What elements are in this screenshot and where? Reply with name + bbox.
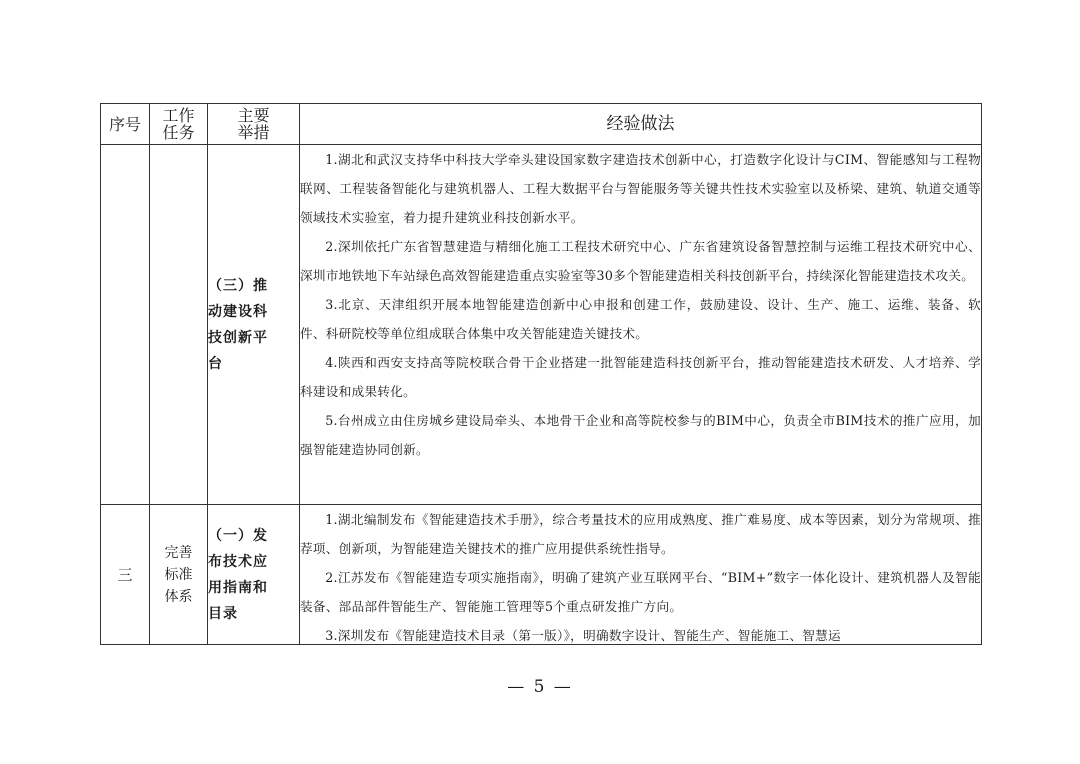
experience-item: 4.陕西和西安支持高等院校联合骨干企业搭建一批智能建造科技创新平台，推动智能建造技术研发、人才培养、学科建设和成果转化。 xyxy=(300,355,981,399)
row-seq xyxy=(101,145,150,505)
header-seq: 序号 xyxy=(101,104,150,145)
page-number: — 5 — xyxy=(507,677,573,697)
measure-line: 目录 xyxy=(208,605,238,622)
header-measure-line-1: 主要 xyxy=(237,106,270,125)
row-measure xyxy=(208,145,300,505)
header-task-line-2: 任务 xyxy=(162,123,195,142)
experience-item: 3.深圳发布《智能建造技术目录（第一版）》，明确数字设计、智能生产、智能施工、智慧运 xyxy=(325,628,841,643)
experience-item: 3.北京、天津组织开展本地智能建造创新中心申报和创建工作，鼓励建设、设计、生产、施工、运维、装备、软件、科研院校等单位组成联合体集中攻关智能建造关键技术。 xyxy=(300,297,981,341)
experience-item: 2.深圳依托广东省智慧建造与精细化施工工程技术研究中心、广东省建筑设备智慧控制与运维工程技术研究中心、深圳市地铁地下车站绿色高效智能建造重点实验室等30多个智能建造相关科技创新平台，持续深化智能建造技术攻关。 xyxy=(300,239,981,283)
table-header-row xyxy=(101,104,982,145)
task-line: 完善 xyxy=(164,544,193,561)
practice-table xyxy=(100,103,982,645)
header-experience: 经验做法 xyxy=(300,104,982,145)
measure-line: 台 xyxy=(208,355,223,372)
experience-item: 5.台州成立由住房城乡建设局牵头、本地骨干企业和高等院校参与的BIM中心，负责全市BIM技术的推广应用，加强智能建造协同创新。 xyxy=(300,413,981,457)
measure-line: （一）发 xyxy=(208,527,268,544)
header-task xyxy=(150,104,208,145)
row-seq: 三 xyxy=(101,505,150,645)
measure-line: （三）推 xyxy=(208,277,268,294)
table-row xyxy=(101,505,982,645)
experience-clip xyxy=(300,505,981,644)
task-line: 标准 xyxy=(164,566,193,583)
row-experience xyxy=(300,145,982,505)
task-line: 体系 xyxy=(164,588,193,605)
header-measure-line-2: 举措 xyxy=(237,123,270,142)
header-task-line-1: 工作 xyxy=(162,106,195,125)
row-task xyxy=(150,145,208,505)
experience-item: 2.江苏发布《智能建造专项实施指南》，明确了建筑产业互联网平台、“BIM+”数字一体化设计、建筑机器人及智能装备、部品部件智能生产、智能施工管理等5个重点研发推广方向。 xyxy=(300,570,981,614)
row-task xyxy=(150,505,208,645)
header-measure xyxy=(208,104,300,145)
measure-line: 用指南和 xyxy=(208,579,268,596)
experience-item: 1.湖北和武汉支持华中科技大学牵头建设国家数字建造技术创新中心，打造数字化设计与CIM、智能感知与工程物联网、工程装备智能化与建筑机器人、工程大数据平台与智能服务等关键共性技术实验室以及桥梁、建筑、轨道交通等领域技术实验室，着力提升建筑业科技创新水平。 xyxy=(300,152,981,225)
table-row xyxy=(101,145,982,505)
measure-line: 布技术应 xyxy=(208,553,268,570)
row-measure xyxy=(208,505,300,645)
row-experience xyxy=(300,505,982,645)
experience-item: 1.湖北编制发布《智能建造技术手册》，综合考量技术的应用成熟度、推广难易度、成本等因素，划分为常规项、推荐项、创新项，为智能建造关键技术的推广应用提供系统性指导。 xyxy=(300,512,981,556)
measure-line: 动建设科 xyxy=(208,303,268,320)
measure-line: 技创新平 xyxy=(208,329,268,346)
